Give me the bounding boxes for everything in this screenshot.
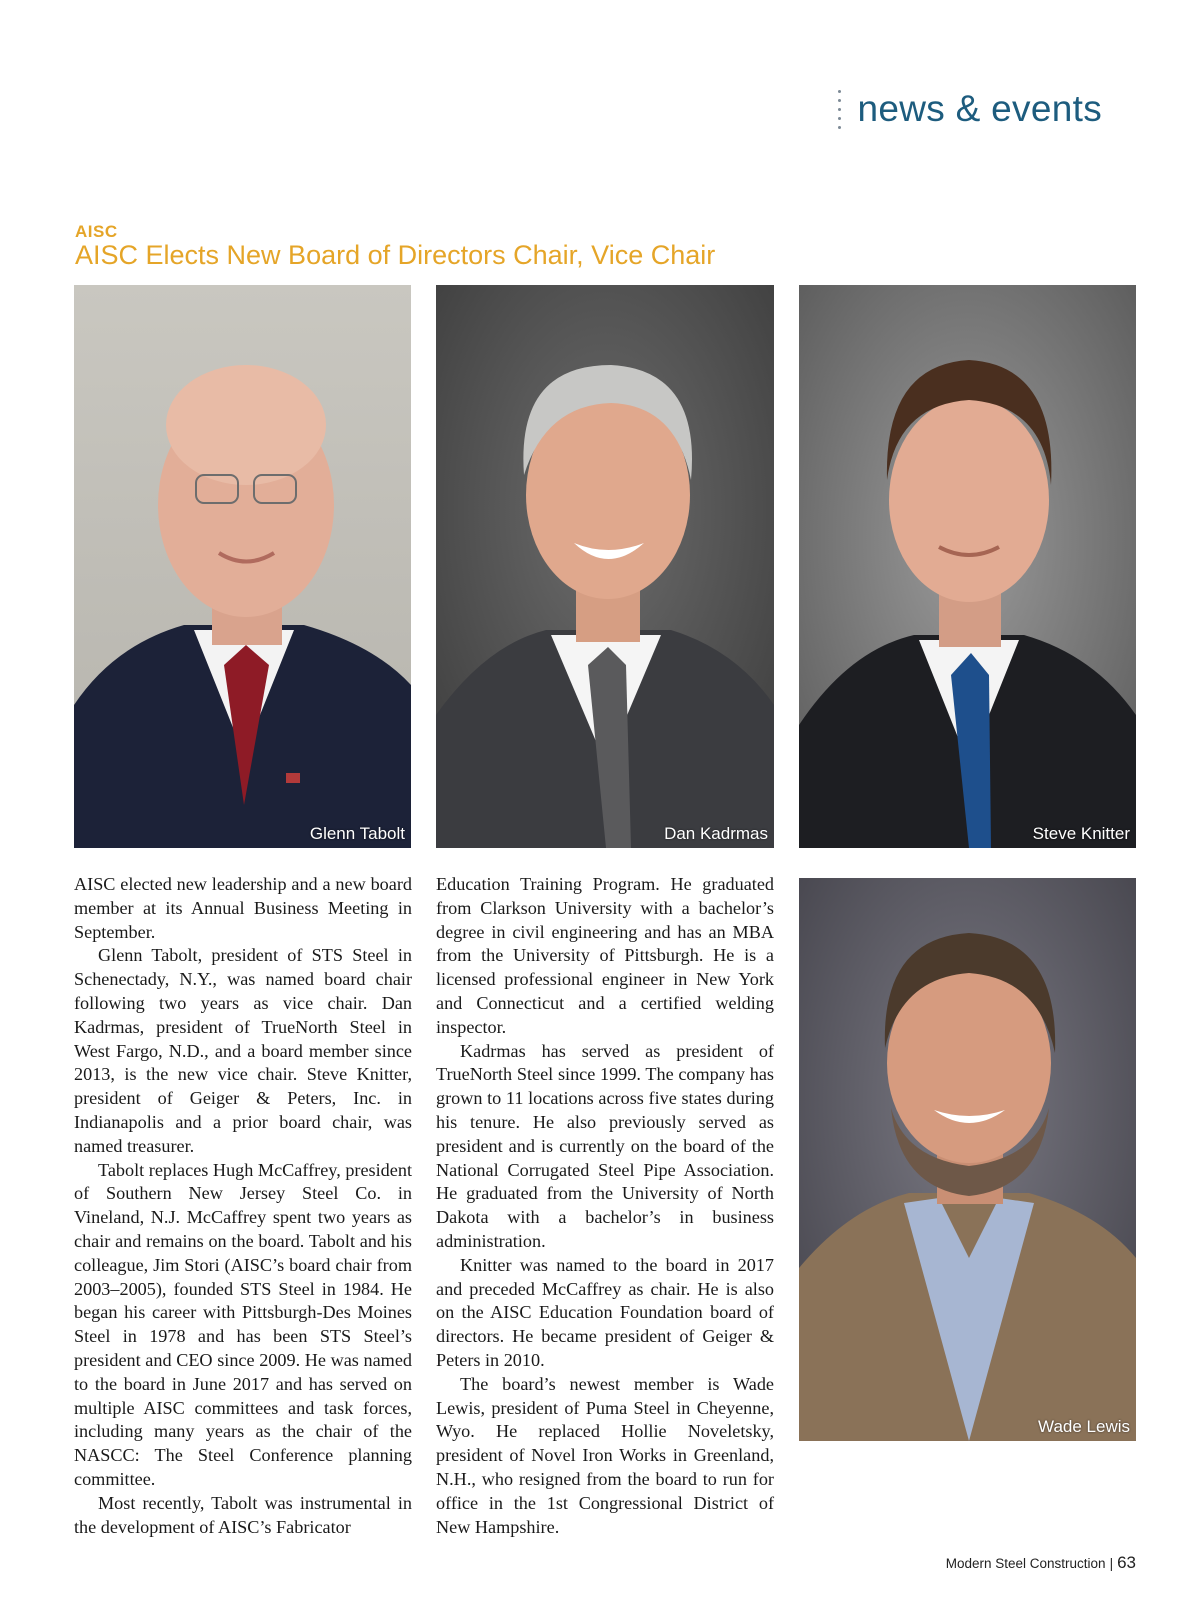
portrait-photo-wade-lewis <box>799 878 1136 1441</box>
photo-caption: Dan Kadrmas <box>664 824 768 843</box>
photo-caption: Steve Knitter <box>1032 824 1130 843</box>
portrait-photo-dan-kadrmas <box>436 285 774 848</box>
paragraph: The board’s newest member is Wade Lewis, president of Puma Steel in Cheyenne, Wyo. He replaced Hollie Noveletsky, president of Novel Iron Works in Greenland, N.H., who resigned from the board to run for office in the 1st Congressional District of New Hampshire. <box>436 1373 774 1537</box>
page-footer <box>946 1553 1136 1573</box>
section-title: news & events <box>857 88 1102 129</box>
publication-name: Modern Steel Construction <box>945 1556 1106 1571</box>
article-column-1 <box>74 873 412 1539</box>
article-column-2 <box>436 873 774 1539</box>
article-kicker: AISC <box>75 222 118 241</box>
page-number: 63 <box>1117 1553 1136 1572</box>
article-title: AISC Elects New Board of Directors Chair, Vice Chair <box>75 240 716 270</box>
portrait-photo-steve-knitter <box>799 285 1136 848</box>
photo-caption: Glenn Tabolt <box>309 824 405 843</box>
paragraph: Glenn Tabolt, president of STS Steel in Schenectady, N.Y., was named board chair following two years as vice chair. Dan Kadrmas, president of TrueNorth Steel in West Fargo, N.D., and a board member since 2013, is the new vice chair. Steve Knitter, president of Geiger & Peters, Inc. in Indianapolis and a prior board chair, was named treasurer. <box>74 945 412 1156</box>
paragraph: Knitter was named to the board in 2017 and preceded McCaffrey as chair. He is also on the AISC Education Foundation board of directors. He became president of Geiger & Peters in 2010. <box>436 1254 774 1370</box>
paragraph: AISC elected new leadership and a new board member at its Annual Business Meeting in September. <box>74 874 412 942</box>
paragraph: Education Training Program. He graduated from Clarkson University with a bachelor’s degree in civil engineering and has an MBA from the University of Pittsburgh. He is a licensed professional engineer in New York and Connecticut and a certified welding inspector. <box>436 874 774 1037</box>
paragraph: Kadrmas has served as president of TrueNorth Steel since 1999. The company has grown to 11 locations across five states during his tenure. He also previously served as president and is currently on the board of the National Corrugated Steel Pipe Association. He graduated from the University of North Dakota with a bachelor’s in business administration. <box>436 1040 774 1251</box>
section-header <box>838 88 1102 130</box>
paragraph: Most recently, Tabolt was instrumental in the development of AISC’s Fabricator <box>74 1492 412 1537</box>
paragraph: Tabolt replaces Hugh McCaffrey, president of Southern New Jersey Steel Co. in Vineland, N.J. McCaffrey spent two years as chair and remains on the board. Tabolt and his colleague, Jim Stori (AISC’s board chair from 2003–2005), founded STS Steel in 1984. He began his career with Pittsburgh-Des Moines Steel in 1978 and has been STS Steel’s president and CEO since 2009. He was named to the board in June 2017 and has served on multiple AISC committees and task forces, including many years as the chair of the NASCC: The Steel Conference planning committee. <box>74 1159 412 1489</box>
portrait-photo-glenn-tabolt <box>74 285 411 848</box>
footer-separator: | <box>1109 1556 1114 1571</box>
photo-caption: Wade Lewis <box>1038 1417 1130 1436</box>
dotted-divider <box>838 90 841 129</box>
